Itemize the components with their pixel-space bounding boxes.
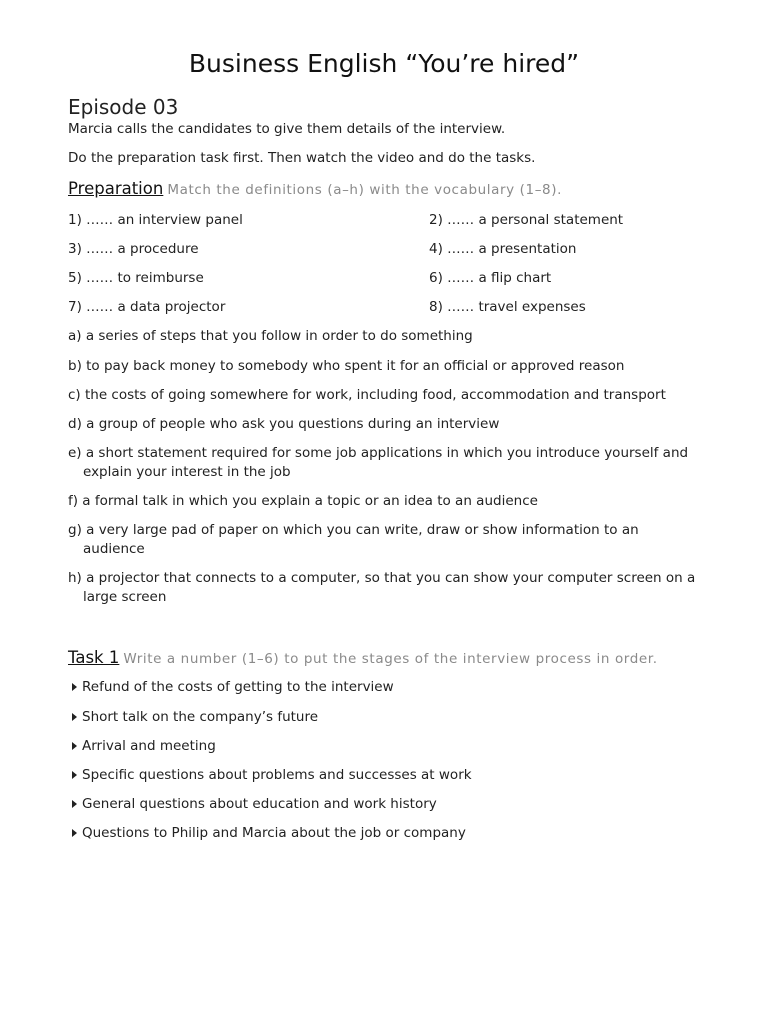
definition-text-continued: audience <box>83 541 145 557</box>
episode-heading: Episode 03 <box>68 95 179 119</box>
definition-item <box>68 521 708 559</box>
task-list-item <box>72 795 437 814</box>
task-list-item <box>72 678 394 697</box>
definition-item <box>68 569 708 607</box>
page-title: Business English “You’re hired” <box>188 49 580 78</box>
definition-text: e) a short statement required for some job applications in which you introduce yourself and <box>68 445 689 461</box>
vocab-item: 2) …… a personal statement <box>429 212 624 228</box>
definition-item <box>68 492 708 511</box>
definition-text-continued: large screen <box>83 589 167 605</box>
preparation-heading <box>68 178 562 201</box>
bullet-arrow-icon <box>72 829 77 837</box>
task1-heading <box>68 647 658 670</box>
task-list-item <box>72 737 216 756</box>
definition-text: h) a projector that connects to a computer, so that you can show your computer screen on a <box>68 570 696 586</box>
vocab-item: 4) …… a presentation <box>429 241 577 257</box>
task-list-item <box>72 708 318 727</box>
definition-item <box>68 357 708 376</box>
definition-text: d) a group of people who ask you questions during an interview <box>68 416 500 432</box>
bullet-arrow-icon <box>72 771 77 779</box>
vocab-item: 6) …… a flip chart <box>429 270 552 286</box>
task1-label: Task 1 <box>68 648 120 667</box>
task-item-text: Refund of the costs of getting to the interview <box>82 679 394 695</box>
vocab-item: 8) …… travel expenses <box>429 299 586 315</box>
task-item-text: Specific questions about problems and successes at work <box>82 767 472 783</box>
task1-instruction: Write a number (1–6) to put the stages of the interview process in order. <box>123 651 658 667</box>
vocab-item: 3) …… a procedure <box>68 241 199 257</box>
bullet-arrow-icon <box>72 800 77 808</box>
bullet-arrow-icon <box>72 742 77 750</box>
intro-line-1: Marcia calls the candidates to give them details of the interview. <box>68 121 506 137</box>
definition-text: a) a series of steps that you follow in order to do something <box>68 328 473 344</box>
definition-text-continued: explain your interest in the job <box>83 464 291 480</box>
task-list-item <box>72 766 472 785</box>
definition-item <box>68 444 708 482</box>
task-list-item <box>72 824 466 843</box>
task-item-text: General questions about education and work history <box>82 796 437 812</box>
definition-item <box>68 386 708 405</box>
definition-text: g) a very large pad of paper on which you can write, draw or show information to an <box>68 522 639 538</box>
vocab-item: 5) …… to reimburse <box>68 270 204 286</box>
definition-item <box>68 327 708 346</box>
task-item-text: Arrival and meeting <box>82 738 216 754</box>
intro-line-2: Do the preparation task first. Then watch the video and do the tasks. <box>68 150 536 166</box>
task-item-text: Questions to Philip and Marcia about the job or company <box>82 825 466 841</box>
definition-item <box>68 415 708 434</box>
task-item-text: Short talk on the company’s future <box>82 709 319 725</box>
vocab-item: 7) …… a data projector <box>68 299 226 315</box>
definition-text: f) a formal talk in which you explain a topic or an idea to an audience <box>68 493 538 509</box>
preparation-label: Preparation <box>68 179 164 198</box>
definition-text: c) the costs of going somewhere for work, including food, accommodation and transport <box>68 387 666 403</box>
bullet-arrow-icon <box>72 713 77 721</box>
definition-text: b) to pay back money to somebody who spent it for an official or approved reason <box>68 358 625 374</box>
preparation-instruction: Match the definitions (a–h) with the vocabulary (1–8). <box>167 182 562 198</box>
bullet-arrow-icon <box>72 683 77 691</box>
vocab-item: 1) …… an interview panel <box>68 212 243 228</box>
